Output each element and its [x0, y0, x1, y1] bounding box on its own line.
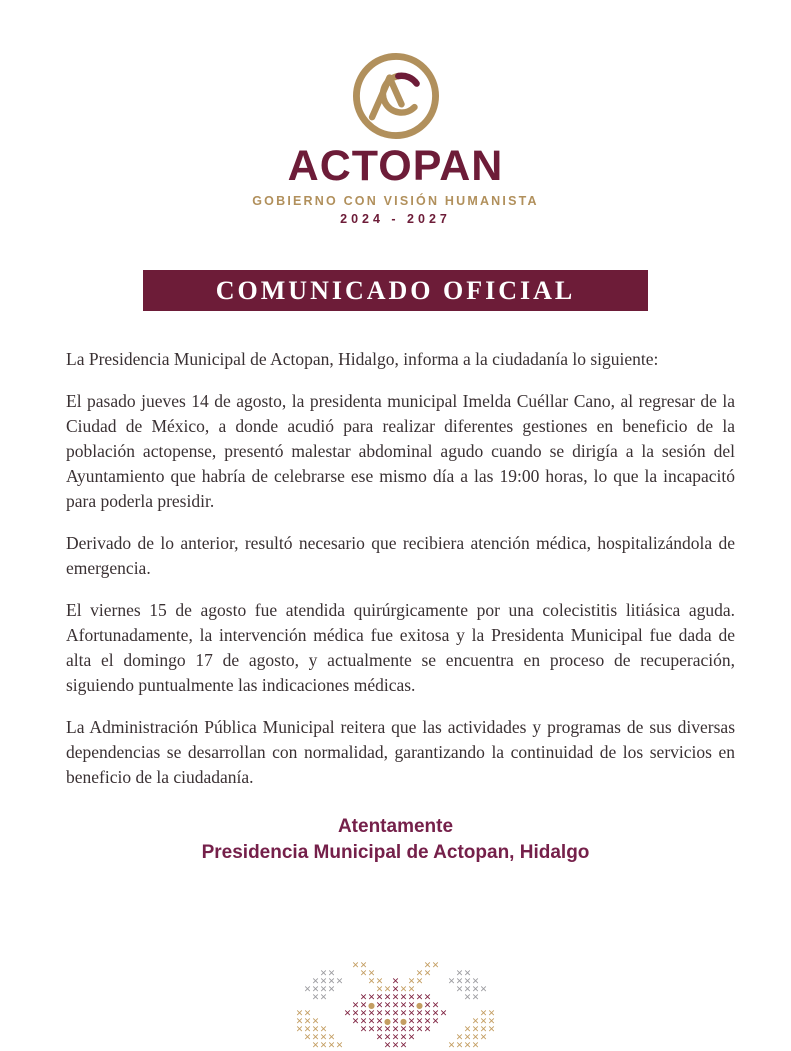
stitch-cell: ✕ — [383, 1041, 392, 1051]
stitch-cell — [440, 970, 448, 978]
stitch-cell — [344, 1026, 352, 1034]
banner-title: COMUNICADO OFICIAL — [215, 275, 576, 305]
stitch-cell — [328, 1002, 336, 1010]
stitch-cell: ✕ — [391, 1033, 400, 1043]
stitch-cell: ● — [368, 1001, 375, 1010]
stitch-cell — [344, 962, 352, 970]
stitch-cell: ✕ — [303, 1025, 312, 1035]
ac-monogram-icon — [350, 50, 442, 142]
stitch-cell: ✕ — [351, 1017, 360, 1027]
stitch-cell: ✕ — [423, 993, 432, 1003]
stitch-cell — [488, 978, 496, 986]
stitch-cell: ✕ — [359, 1017, 368, 1027]
stitch-cell — [296, 1042, 304, 1050]
stitch-cell — [296, 970, 304, 978]
stitch-cell — [456, 994, 464, 1002]
stitch-cell: ✕ — [383, 1001, 392, 1011]
stitch-cell — [328, 1018, 336, 1026]
stitch-cell — [416, 1042, 424, 1050]
stitch-cell — [448, 1002, 456, 1010]
stitch-cell: ✕ — [471, 1033, 480, 1043]
stitch-cell: ✕ — [391, 1025, 400, 1035]
stitch-cell: ✕ — [311, 1025, 320, 1035]
stitch-cell — [472, 1002, 480, 1010]
stitch-cell — [368, 1034, 376, 1042]
signature-closing: Atentamente — [337, 816, 454, 837]
stitch-cell — [488, 1034, 496, 1042]
stitch-cell: ✕ — [479, 1033, 488, 1043]
stitch-cell — [384, 962, 392, 970]
stitch-cell: ✕ — [399, 993, 408, 1003]
stitch-cell — [392, 962, 400, 970]
stitch-cell: ✕ — [375, 977, 384, 987]
stitch-cell — [416, 1034, 424, 1042]
stitch-cell: ✕ — [295, 1025, 304, 1035]
stitch-cell — [440, 1034, 448, 1042]
stitch-cell: ✕ — [359, 961, 368, 971]
stitch-cell: ✕ — [447, 977, 456, 987]
stitch-cell: ✕ — [463, 969, 472, 979]
stitch-cell: ✕ — [423, 1025, 432, 1035]
stitch-cell — [296, 978, 304, 986]
stitch-cell — [336, 1026, 344, 1034]
stitch-cell: ✕ — [319, 985, 328, 995]
stitch-cell: ✕ — [407, 977, 416, 987]
stitch-cell — [304, 962, 312, 970]
stitch-cell: ✕ — [383, 1033, 392, 1043]
stitch-cell: ✕ — [471, 993, 480, 1003]
stitch-cell: ✕ — [375, 1009, 384, 1019]
stitch-cell — [312, 1002, 320, 1010]
stitch-cell: ✕ — [431, 1017, 440, 1027]
stitch-cell — [352, 978, 360, 986]
stitch-cell — [304, 970, 312, 978]
stitch-cell: ✕ — [319, 1025, 328, 1035]
stitch-cell — [440, 1018, 448, 1026]
stitch-cell: ✕ — [367, 969, 376, 979]
stitch-cell — [384, 970, 392, 978]
stitch-cell: ✕ — [447, 1041, 456, 1051]
embroidery-row — [296, 1042, 496, 1050]
stitch-cell: ✕ — [479, 1009, 488, 1019]
stitch-cell — [352, 1034, 360, 1042]
stitch-cell: ✕ — [423, 1001, 432, 1011]
stitch-cell — [296, 962, 304, 970]
stitch-cell: ✕ — [479, 1017, 488, 1027]
stitch-cell: ✕ — [327, 977, 336, 987]
stitch-cell — [352, 986, 360, 994]
stitch-cell — [432, 1042, 440, 1050]
stitch-cell: ✕ — [367, 977, 376, 987]
stitch-cell — [424, 978, 432, 986]
stitch-cell — [480, 1042, 488, 1050]
brand-tagline: GOBIERNO CON VISIÓN HUMANISTA — [252, 194, 539, 208]
stitch-cell: ✕ — [391, 1017, 400, 1027]
stitch-cell: ✕ — [383, 1009, 392, 1019]
stitch-cell: ✕ — [431, 1001, 440, 1011]
stitch-cell: ✕ — [471, 985, 480, 995]
stitch-cell — [440, 986, 448, 994]
stitch-cell — [488, 994, 496, 1002]
stitch-cell — [424, 1042, 432, 1050]
stitch-cell — [344, 1034, 352, 1042]
stitch-cell — [336, 1002, 344, 1010]
stitch-cell — [488, 986, 496, 994]
stitch-cell: ✕ — [391, 985, 400, 995]
stitch-cell: ● — [416, 1001, 423, 1010]
stitch-cell: ✕ — [327, 985, 336, 995]
stitch-cell: ✕ — [311, 1033, 320, 1043]
stitch-cell: ✕ — [303, 985, 312, 995]
stitch-cell: ✕ — [311, 977, 320, 987]
stitch-cell — [376, 1042, 384, 1050]
stitch-cell: ✕ — [375, 1017, 384, 1027]
stitch-cell: ✕ — [319, 969, 328, 979]
stitch-cell: ✕ — [391, 1001, 400, 1011]
stitch-cell: ✕ — [463, 985, 472, 995]
stitch-cell — [488, 962, 496, 970]
stitch-cell — [488, 970, 496, 978]
stitch-cell — [352, 1026, 360, 1034]
stitch-cell — [448, 962, 456, 970]
stitch-cell: ✕ — [439, 1009, 448, 1019]
stitch-cell: ● — [400, 1017, 407, 1026]
signature-entity: Presidencia Municipal de Actopan, Hidalgo — [201, 842, 590, 863]
stitch-cell: ✕ — [399, 1001, 408, 1011]
stitch-cell: ✕ — [407, 1017, 416, 1027]
stitch-cell: ✕ — [479, 1025, 488, 1035]
stitch-cell: ✕ — [415, 969, 424, 979]
stitch-cell — [448, 994, 456, 1002]
stitch-cell — [328, 994, 336, 1002]
stitch-cell — [408, 962, 416, 970]
stitch-cell — [320, 1002, 328, 1010]
stitch-cell — [360, 1042, 368, 1050]
stitch-cell: ✕ — [479, 985, 488, 995]
stitch-cell: ✕ — [423, 961, 432, 971]
stitch-cell: ✕ — [303, 1009, 312, 1019]
stitch-cell — [440, 1026, 448, 1034]
stitch-cell: ✕ — [399, 1025, 408, 1035]
stitch-cell: ✕ — [415, 1009, 424, 1019]
stitch-cell — [440, 978, 448, 986]
stitch-cell: ✕ — [335, 1041, 344, 1051]
stitch-cell: ✕ — [391, 977, 400, 987]
paragraph-continuity: La Administración Pública Municipal reitera que las actividades y programas de sus diversas dependencias se desarrollan con normalidad, garantizando la continuidad de los servicios en beneficio de la ciudadanía. — [66, 717, 735, 787]
stitch-cell — [424, 1034, 432, 1042]
stitch-cell: ✕ — [327, 1041, 336, 1051]
stitch-cell: ✕ — [375, 993, 384, 1003]
paragraph-intro: La Presidencia Municipal de Actopan, Hidalgo, informa a la ciudadanía lo siguiente: — [66, 349, 659, 369]
communique-body — [66, 347, 735, 790]
stitch-cell — [344, 994, 352, 1002]
stitch-cell: ✕ — [311, 993, 320, 1003]
stitch-cell — [432, 986, 440, 994]
stitch-cell — [320, 1010, 328, 1018]
stitch-cell: ✕ — [327, 969, 336, 979]
stitch-cell: ✕ — [351, 961, 360, 971]
stitch-cell — [480, 994, 488, 1002]
stitch-cell — [336, 1018, 344, 1026]
paragraph-incident: El pasado jueves 14 de agosto, la presidenta municipal Imelda Cuéllar Cano, al regresar de la Ciudad de México, a donde acudió para realizar diferentes gestiones en beneficio de la población actopense, presentó malestar abdominal agudo cuando se dirigía a la sesión del Ayuntamiento que habría de celebrarse ese mismo día a las 19:00 horas, lo que la incapacitó para poderla presidir. — [66, 391, 735, 511]
stitch-cell: ✕ — [335, 977, 344, 987]
stitch-cell: ✕ — [319, 1033, 328, 1043]
stitch-cell: ✕ — [455, 977, 464, 987]
stitch-cell: ✕ — [463, 1033, 472, 1043]
stitch-cell: ✕ — [391, 993, 400, 1003]
stitch-cell — [440, 1042, 448, 1050]
stitch-cell: ✕ — [351, 1001, 360, 1011]
stitch-cell: ✕ — [415, 1017, 424, 1027]
stitch-cell — [480, 962, 488, 970]
stitch-cell — [328, 1010, 336, 1018]
stitch-cell: ✕ — [375, 1033, 384, 1043]
stitch-cell: ✕ — [359, 969, 368, 979]
stitch-cell — [368, 1042, 376, 1050]
stitch-cell — [432, 978, 440, 986]
stitch-cell: ✕ — [303, 1017, 312, 1027]
stitch-cell — [488, 1042, 496, 1050]
stitch-cell: ✕ — [415, 977, 424, 987]
stitch-cell: ✕ — [399, 1041, 408, 1051]
stitch-cell: ✕ — [487, 1009, 496, 1019]
stitch-cell — [344, 1018, 352, 1026]
stitch-cell: ✕ — [367, 1025, 376, 1035]
stitch-cell: ✕ — [463, 977, 472, 987]
stitch-cell: ✕ — [407, 993, 416, 1003]
stitch-cell: ✕ — [367, 1017, 376, 1027]
stitch-cell: ✕ — [471, 1017, 480, 1027]
stitch-cell — [400, 970, 408, 978]
stitch-cell: ✕ — [455, 1041, 464, 1051]
stitch-cell — [344, 986, 352, 994]
stitch-cell: ✕ — [407, 1009, 416, 1019]
stitch-cell — [448, 1018, 456, 1026]
paragraph-hospitalization: Derivado de lo anterior, resultó necesario que recibiera atención médica, hospitalizándola de emergencia. — [66, 533, 735, 578]
stitch-cell: ✕ — [343, 1009, 352, 1019]
stitch-cell: ✕ — [359, 1001, 368, 1011]
stitch-cell — [448, 1010, 456, 1018]
stitch-cell: ✕ — [319, 977, 328, 987]
stitch-cell — [336, 986, 344, 994]
stitch-cell: ✕ — [319, 1041, 328, 1051]
stitch-cell: ✕ — [431, 961, 440, 971]
stitch-cell: ✕ — [463, 1025, 472, 1035]
stitch-cell: ✕ — [383, 993, 392, 1003]
stitch-cell: ✕ — [471, 1041, 480, 1051]
stitch-cell: ✕ — [415, 1025, 424, 1035]
stitch-cell: ✕ — [391, 1009, 400, 1019]
stitch-cell: ✕ — [423, 1017, 432, 1027]
stitch-cell: ✕ — [431, 1009, 440, 1019]
stitch-cell — [400, 962, 408, 970]
stitch-cell — [480, 970, 488, 978]
stitch-cell: ✕ — [311, 1017, 320, 1027]
stitch-cell: ✕ — [471, 977, 480, 987]
stitch-cell: ✕ — [375, 985, 384, 995]
stitch-cell — [336, 994, 344, 1002]
stitch-cell: ✕ — [487, 1017, 496, 1027]
stitch-cell: ✕ — [359, 1009, 368, 1019]
stitch-cell — [464, 1010, 472, 1018]
stitch-cell — [336, 1010, 344, 1018]
stitch-cell: ✕ — [295, 1009, 304, 1019]
stitch-cell — [456, 1002, 464, 1010]
stitch-cell: ✕ — [455, 969, 464, 979]
communique-banner — [143, 270, 648, 311]
stitch-cell: ✕ — [455, 985, 464, 995]
stitch-cell: ✕ — [327, 1033, 336, 1043]
stitch-cell — [440, 994, 448, 1002]
stitch-cell — [440, 962, 448, 970]
stitch-cell — [296, 1034, 304, 1042]
stitch-cell: ✕ — [415, 993, 424, 1003]
monogram-letter-c-maroon — [398, 76, 416, 84]
stitch-cell: ✕ — [407, 1025, 416, 1035]
stitch-cell — [296, 994, 304, 1002]
stitch-cell — [464, 1002, 472, 1010]
stitch-cell — [344, 978, 352, 986]
stitch-cell — [432, 1026, 440, 1034]
paragraph-surgery: El viernes 15 de agosto fue atendida quirúrgicamente por una colecistitis litiásica aguda. Afortunadamente, la intervención médica fue exitosa y la Presidenta Municipal fue dada de alta el domingo 17 de agosto, y actualmente se encuentra en proceso de recuperación, siguiendo puntualmente las indicaciones médicas. — [66, 600, 735, 695]
stitch-cell: ✕ — [375, 1001, 384, 1011]
stitch-cell: ✕ — [423, 1009, 432, 1019]
stitch-cell — [376, 962, 384, 970]
stitch-cell — [432, 1034, 440, 1042]
stitch-cell: ✕ — [463, 993, 472, 1003]
stitch-cell — [296, 986, 304, 994]
stitch-cell: ✕ — [399, 985, 408, 995]
brand-title: ACTOPAN — [287, 142, 504, 190]
stitch-cell: ✕ — [463, 1041, 472, 1051]
stitch-cell: ✕ — [351, 1009, 360, 1019]
stitch-cell — [352, 970, 360, 978]
stitch-cell: ✕ — [311, 985, 320, 995]
stitch-cell — [360, 1034, 368, 1042]
stitch-cell — [344, 1042, 352, 1050]
municipal-brand-header — [0, 0, 791, 226]
stitch-cell — [360, 978, 368, 986]
brand-period: 2024 - 2027 — [340, 212, 451, 226]
stitch-cell: ✕ — [455, 1033, 464, 1043]
stitch-cell — [448, 1026, 456, 1034]
stitch-cell: ✕ — [487, 1025, 496, 1035]
stitch-cell — [432, 970, 440, 978]
stitch-cell — [456, 1018, 464, 1026]
stitch-cell: ✕ — [359, 993, 368, 1003]
stitch-cell: ✕ — [383, 1025, 392, 1035]
stitch-cell — [408, 1042, 416, 1050]
stitch-cell: ✕ — [391, 1041, 400, 1051]
stitch-cell: ✕ — [407, 1001, 416, 1011]
stitch-cell — [344, 970, 352, 978]
stitch-cell — [336, 962, 344, 970]
stitch-cell: ● — [384, 1017, 391, 1026]
signature-block — [0, 814, 791, 866]
stitch-cell: ✕ — [407, 1033, 416, 1043]
stitch-cell — [472, 962, 480, 970]
stitch-cell: ✕ — [383, 985, 392, 995]
stitch-cell: ✕ — [311, 1041, 320, 1051]
stitch-cell — [456, 1010, 464, 1018]
stitch-cell: ✕ — [303, 1033, 312, 1043]
stitch-cell: ✕ — [295, 1017, 304, 1027]
stitch-cell: ✕ — [359, 1025, 368, 1035]
stitch-cell: ✕ — [399, 1033, 408, 1043]
stitch-cell: ✕ — [367, 993, 376, 1003]
stitch-cell: ✕ — [367, 1009, 376, 1019]
embroidery-pattern — [0, 962, 791, 1050]
stitch-cell: ✕ — [319, 993, 328, 1003]
stitch-cell — [448, 986, 456, 994]
stitch-cell — [352, 1042, 360, 1050]
stitch-cell — [304, 1042, 312, 1050]
stitch-cell: ✕ — [471, 1025, 480, 1035]
stitch-cell — [304, 994, 312, 1002]
stitch-cell: ✕ — [407, 985, 416, 995]
stitch-cell: ✕ — [375, 1025, 384, 1035]
stitch-cell: ✕ — [399, 1009, 408, 1019]
stitch-cell: ✕ — [423, 969, 432, 979]
stitch-cell — [312, 962, 320, 970]
